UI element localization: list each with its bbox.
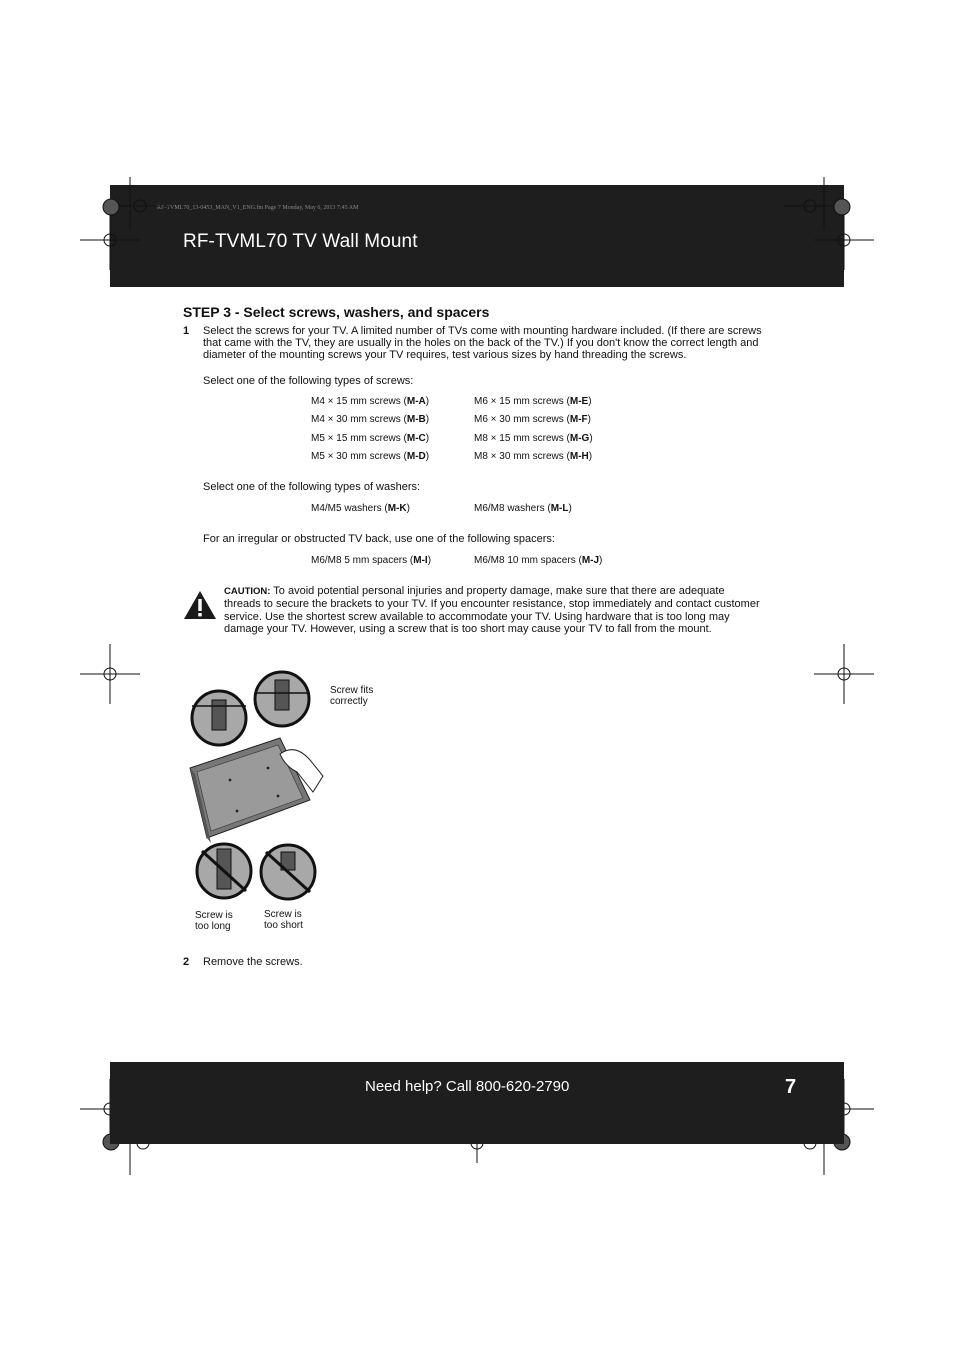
hardware-item: M6/M8 5 mm spacers (M-I) [311, 555, 432, 566]
hardware-item: M6 × 15 mm screws (M-E) [474, 396, 592, 407]
too-long-detail [197, 844, 251, 898]
correct-fit-detail [192, 672, 309, 745]
caution-label: CAUTION: [224, 586, 271, 597]
hardware-item: M4 × 30 mm screws (M-B) [311, 414, 430, 426]
warning-icon [183, 590, 217, 620]
hardware-item: M8 × 30 mm screws (M-H) [474, 450, 593, 462]
print-slug: RF-TVML70_13-0453_MAN_V1_ENG.fm Page 7 Monday, May 6, 2013 7:45 AM [157, 205, 359, 211]
too-short-label: Screw is too short [264, 909, 303, 931]
screws-intro: Select one of the following types of screws: [203, 375, 414, 387]
page-number: 7 [785, 1076, 797, 1098]
hardware-item: M4/M5 washers (M-K) [311, 503, 410, 514]
caution-note [224, 585, 764, 636]
document-title: RF-TVML70 TV Wall Mount [183, 231, 418, 252]
tv-back-drawing [190, 738, 323, 843]
item-1-text: Select the screws for your TV. A limited number of TVs come with mounting hardware included. (If there are screws that came with the TV, they are usually in the holes on the back of the TV.) If you don't know the correct length and diameter of the mounting screws your TV requires, test various sizes by hand threading the screws. [203, 325, 762, 361]
hardware-item: M6/M8 10 mm spacers (M-J) [474, 555, 603, 566]
too-long-label: Screw is too long [195, 910, 233, 932]
item-2-text: Remove the screws. [203, 956, 303, 968]
hardware-item: M6 × 30 mm screws (M-F) [474, 414, 591, 426]
item-number: 1 [183, 325, 190, 337]
hardware-item: M5 × 30 mm screws (M-D) [311, 450, 430, 462]
hardware-item: M6/M8 washers (M-L) [474, 503, 572, 514]
hardware-item: M8 × 15 mm screws (M-G) [474, 432, 593, 444]
hardware-item: M4 × 15 mm screws (M-A) [311, 396, 430, 407]
spacers-intro: For an irregular or obstructed TV back, use one of the following spacers: [203, 533, 555, 545]
too-short-detail [261, 845, 315, 899]
hardware-item: M5 × 15 mm screws (M-C) [311, 432, 430, 444]
screw-fit-illustration [185, 668, 335, 938]
caution-text: To avoid potential personal injuries and property damage, make sure that there are adequate threads to secure the brackets to your TV. If you encounter resistance, stop immediately and contact customer service. Use the shortest screw available to accommodate your TV. Using hardware that is too long may damage your TV. However, using a screw that is too short may cause your TV to fall from the mount. [224, 585, 760, 636]
step-title: STEP 3 - Select screws, washers, and spacers [183, 304, 490, 320]
item-number: 2 [183, 956, 190, 968]
footer-band [110, 1062, 844, 1144]
help-line: Need help? Call 800-620-2790 [365, 1078, 570, 1095]
fits-label: Screw fits correctly [330, 685, 374, 707]
washers-intro: Select one of the following types of washers: [203, 481, 421, 493]
